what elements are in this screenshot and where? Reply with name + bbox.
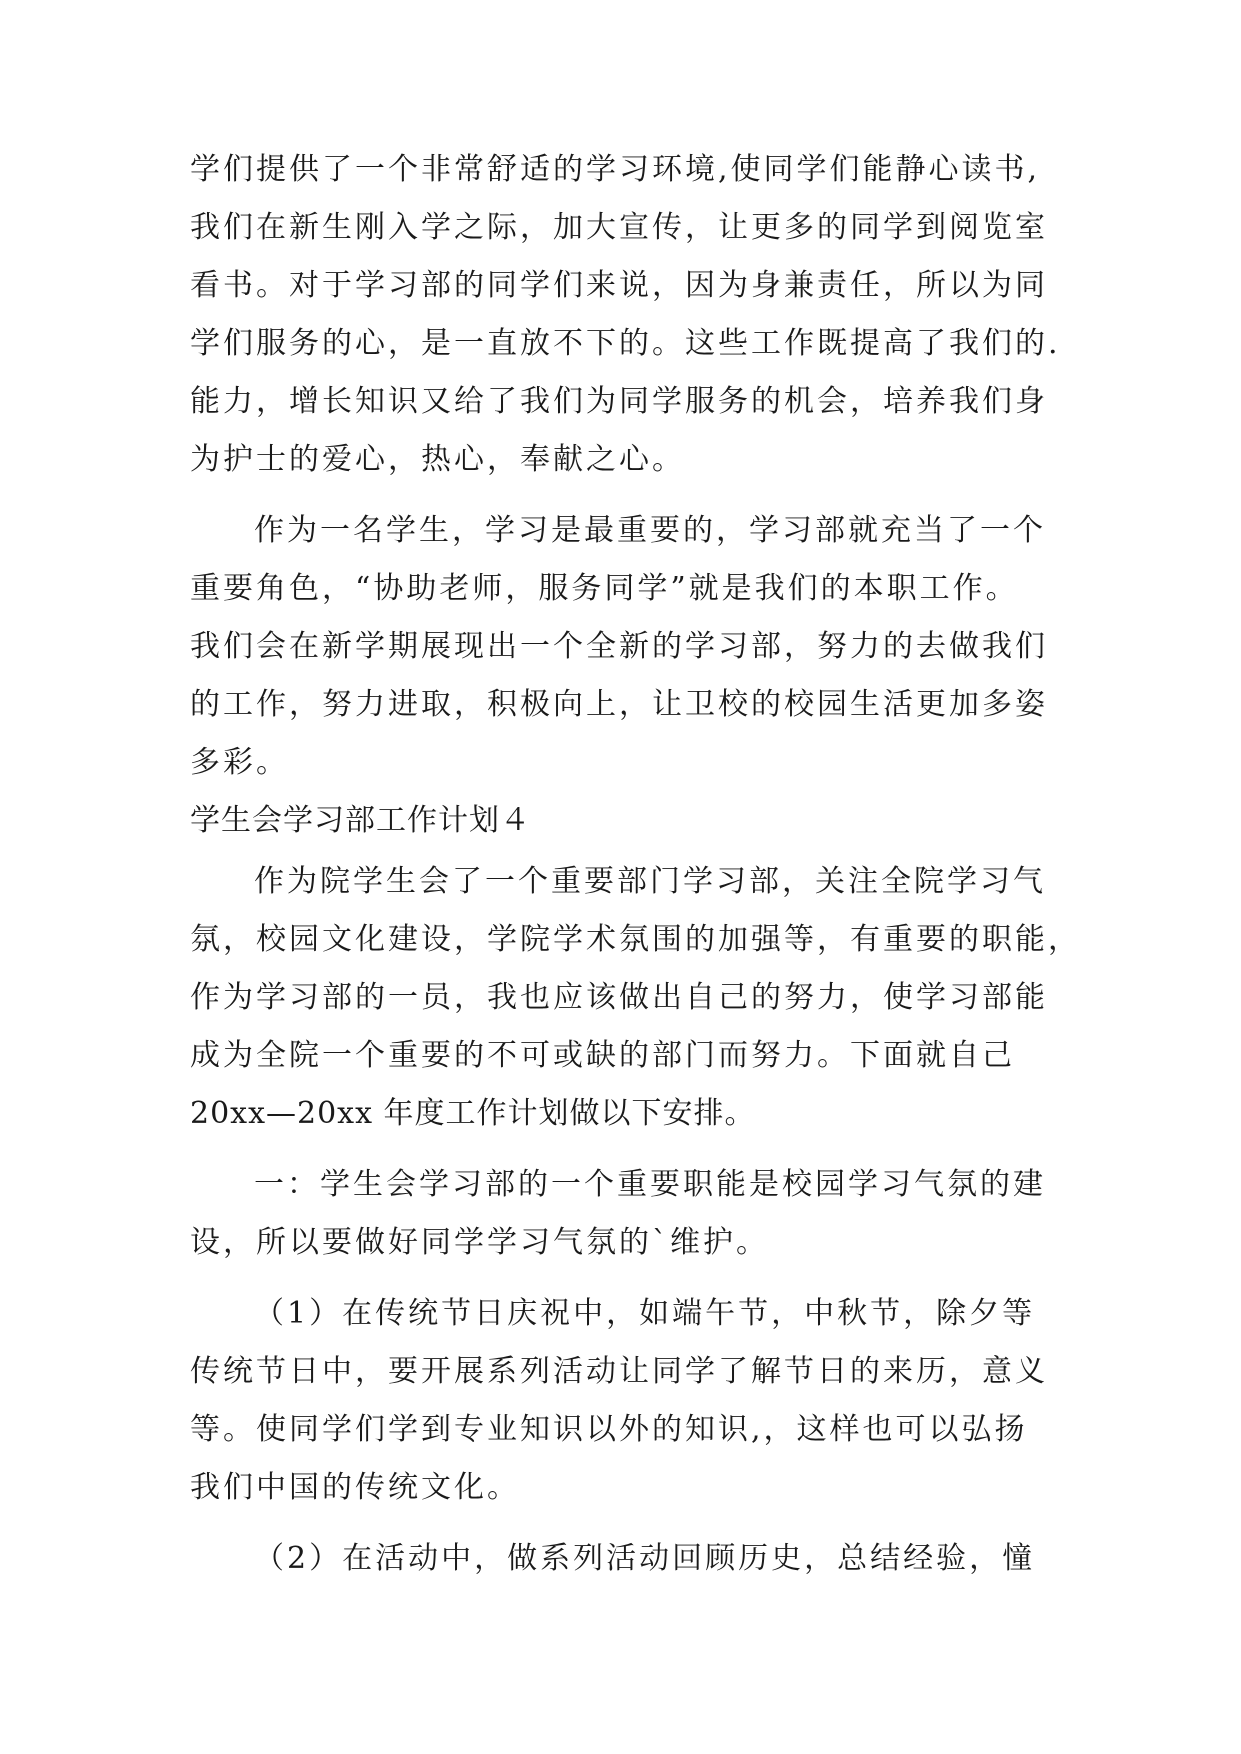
paragraph-line: 我们中国的传统文化。 <box>190 1470 520 1505</box>
paragraph-line: 一：学生会学习部的一个重要职能是校园学习气氛的建 <box>254 1167 1046 1202</box>
paragraph-line: 作为学习部的一员，我也应该做出自己的努力，使学习部能 <box>190 980 1048 1015</box>
paragraph-line: （2）在活动中，做系列活动回顾历史，总结经验，憧 <box>254 1541 1036 1576</box>
paragraph-line: 学们提供了一个非常舒适的学习环境,使同学们能静心读书, <box>190 152 1041 187</box>
paragraph-line: 重要角色，“协助老师，服务同学”就是我们的本职工作。 <box>190 571 1019 606</box>
paragraph-line: 我们在新生刚入学之际，加大宣传，让更多的同学到阅览室 <box>190 210 1048 245</box>
section-heading: 学生会学习部工作计划４ <box>190 803 531 838</box>
paragraph-line: 的工作，努力进取，积极向上，让卫校的校园生活更加多姿 <box>190 687 1048 722</box>
paragraph-line: 设，所以要做好同学学习气氛的`维护。 <box>190 1225 769 1260</box>
paragraph-line: （1）在传统节日庆祝中，如端午节，中秋节，除夕等 <box>254 1296 1036 1331</box>
paragraph-line: 看书。对于学习部的同学们来说，因为身兼责任，所以为同 <box>190 268 1048 303</box>
paragraph-line: 作为院学生会了一个重要部门学习部，关注全院学习气 <box>254 864 1046 899</box>
paragraph-line: 作为一名学生，学习是最重要的，学习部就充当了一个 <box>254 513 1046 548</box>
paragraph-line: 传统节日中，要开展系列活动让同学了解节日的来历，意义 <box>190 1354 1048 1389</box>
paragraph-line: 我们会在新学期展现出一个全新的学习部，努力的去做我们 <box>190 629 1048 664</box>
paragraph-line: 氛，校园文化建设，学院学术氛围的加强等，有重要的职能， <box>190 922 1081 957</box>
paragraph-line: 20xx—20xx 年度工作计划做以下安排。 <box>190 1096 756 1131</box>
paragraph-line: 能力，增长知识又给了我们为同学服务的机会，培养我们身 <box>190 384 1048 419</box>
paragraph-line: 成为全院一个重要的不可或缺的部门而努力。下面就自己 <box>190 1038 1015 1073</box>
paragraph-line: 学们服务的心，是一直放不下的。这些工作既提高了我们的. <box>190 326 1061 361</box>
paragraph-line: 为护士的爱心，热心，奉献之心。 <box>190 442 685 477</box>
paragraph-line: 多彩。 <box>190 745 289 780</box>
paragraph-line: 等。使同学们学到专业知识以外的知识,，这样也可以弘扬 <box>190 1412 1028 1447</box>
